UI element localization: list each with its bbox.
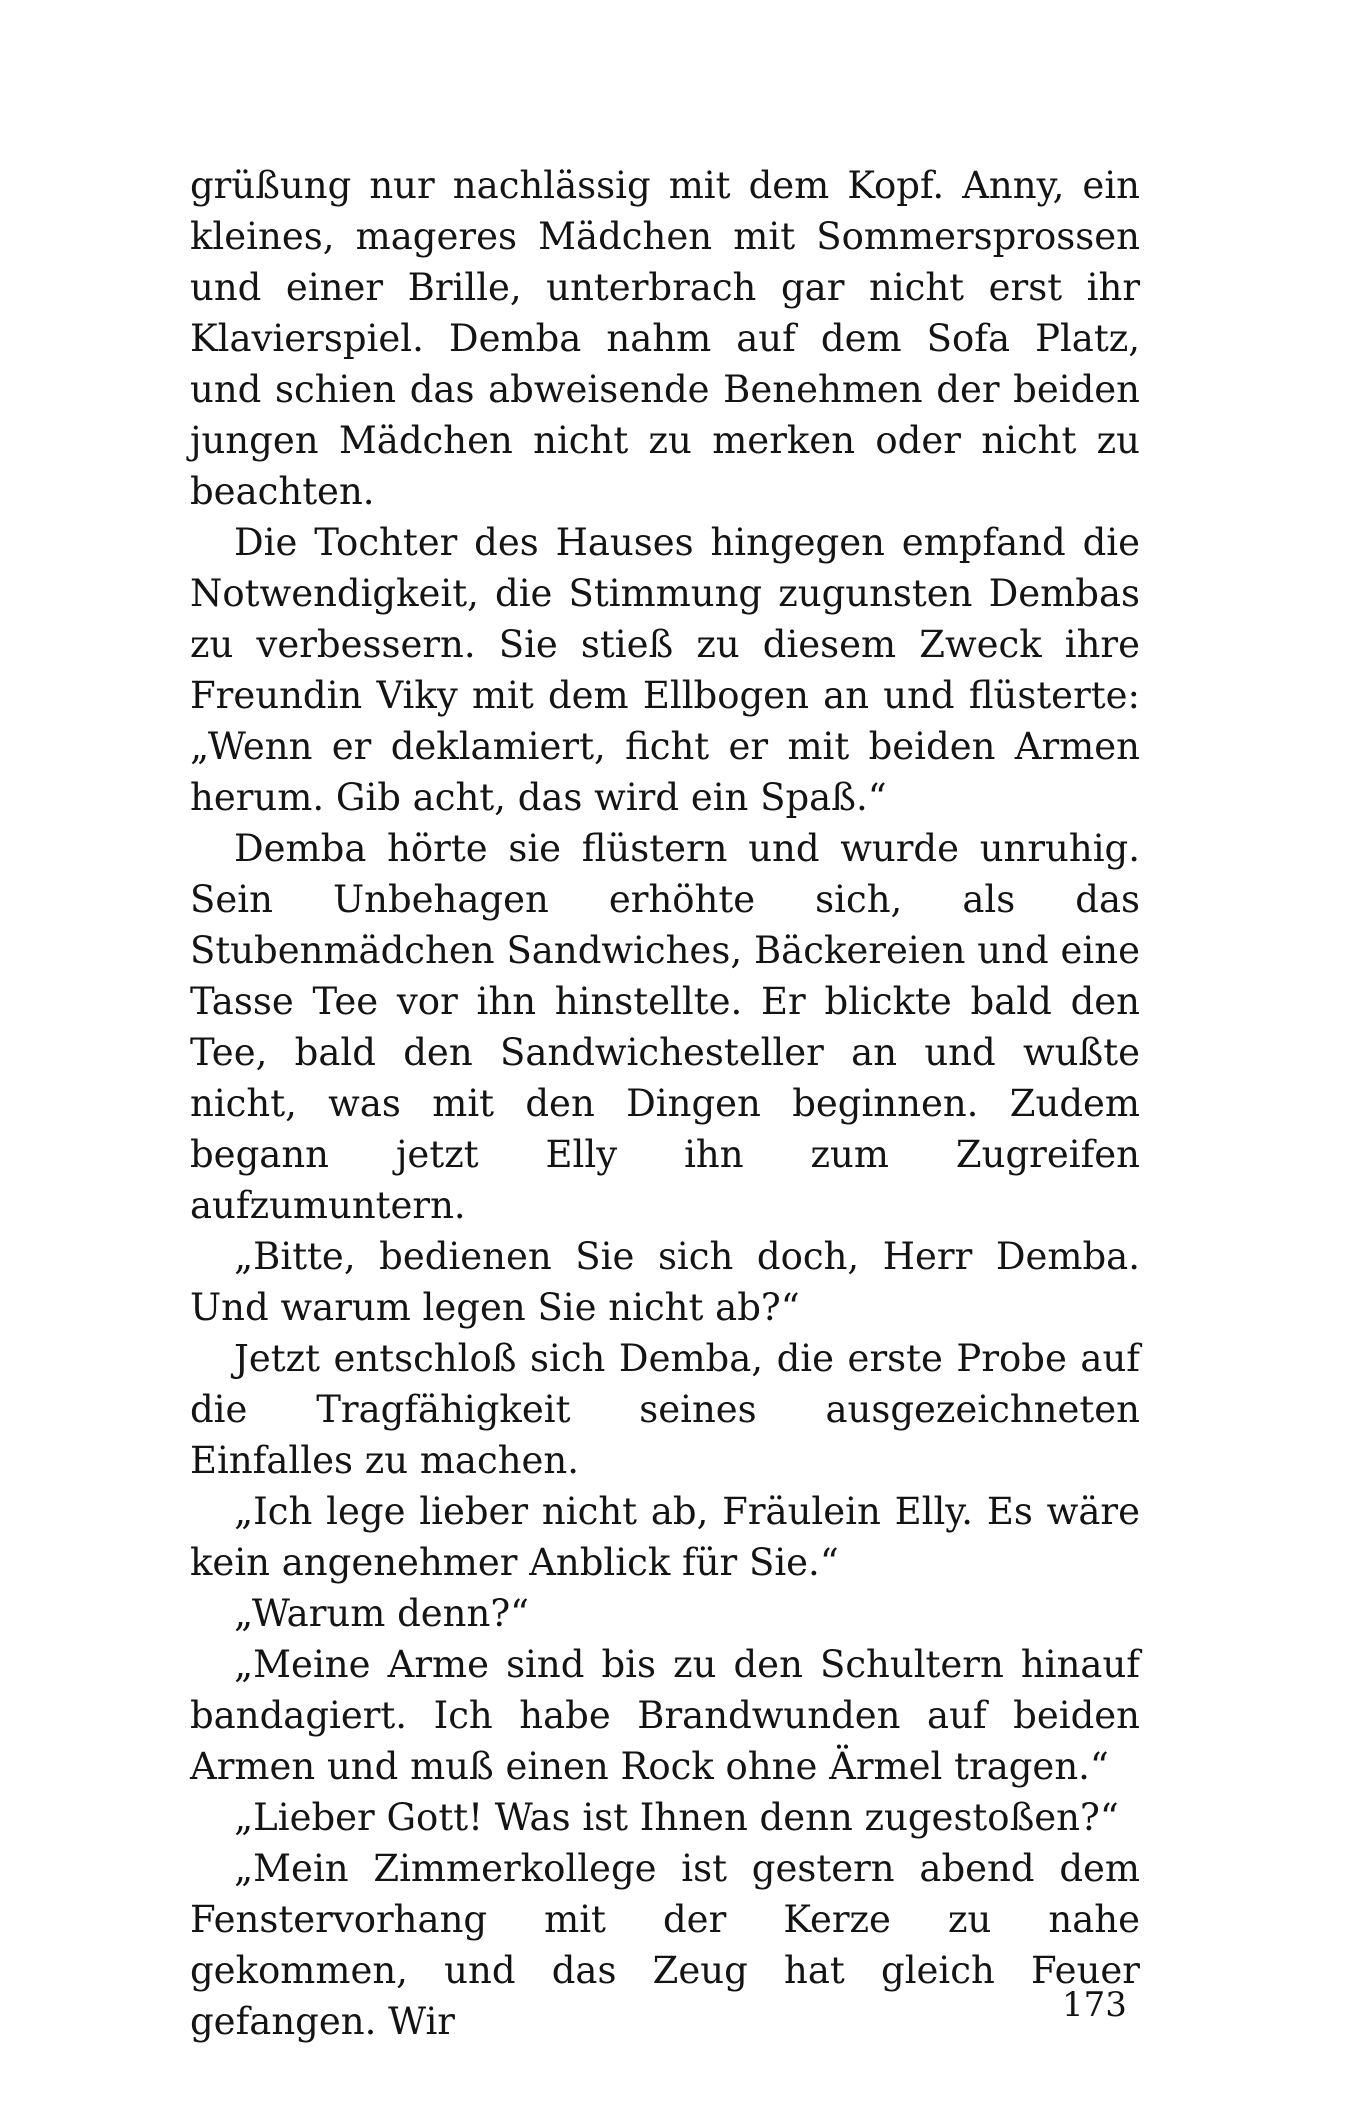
paragraph-2: Die Tochter des Hauses hingegen empfand die Notwendigkeit, die Stimmung zugunsten Dembas zu verbessern. Sie stieß zu diesem Zweck ihre Freundin Viky mit dem Ellbogen an und flüsterte: „Wenn er deklamiert, ficht er mit beiden Armen herum. Gib acht, das wird ein Spaß.“	[190, 521, 1140, 819]
paragraph-1: grüßung nur nachlässig mit dem Kopf. Anny, ein kleines, mageres Mädchen mit Sommersprossen und einer Brille, unterbrach gar nicht erst ihr Klavierspiel. Demba nahm auf dem Sofa Platz, und schien das abweisende Benehmen der beiden jungen Mädchen nicht zu merken oder nicht zu beachten.	[190, 164, 1140, 513]
page-number: 173	[1062, 1985, 1127, 2025]
paragraph-9: „Lieber Gott! Was ist Ihnen denn zugestoßen?“	[234, 1796, 1119, 1839]
paragraph-6: „Ich lege lieber nicht ab, Fräulein Elly. Es wäre kein angenehmer Anblick für Sie.“	[190, 1490, 1140, 1584]
paragraph-4: „Bitte, bedienen Sie sich doch, Herr Demba. Und warum legen Sie nicht ab?“	[190, 1235, 1140, 1329]
paragraph-10: „Mein Zimmerkollege ist gestern abend dem Fenstervorhang mit der Kerze zu nahe gekommen, und das Zeug hat gleich Feuer gefangen. Wir	[190, 1847, 1140, 2043]
paragraph-7: „Warum denn?“	[234, 1592, 530, 1635]
paragraph-3: Demba hörte sie flüstern und wurde unruhig. Sein Unbehagen erhöhte sich, als das Stubenmädchen Sandwiches, Bäckereien und eine Tasse Tee vor ihn hinstellte. Er blickte bald den Tee, bald den Sandwichesteller an und wußte nicht, was mit den Dingen beginnen. Zudem begann jetzt Elly ihn zum Zugreifen aufzumuntern.	[190, 827, 1140, 1227]
page-body-text	[190, 160, 1140, 2047]
paragraph-5: Jetzt entschloß sich Demba, die erste Probe auf die Tragfähigkeit seines ausgezeichneten Einfalles zu machen.	[190, 1337, 1140, 1482]
paragraph-8: „Meine Arme sind bis zu den Schultern hinauf bandagiert. Ich habe Brandwunden auf beiden Armen und muß einen Rock ohne Ärmel tragen.“	[190, 1643, 1140, 1788]
